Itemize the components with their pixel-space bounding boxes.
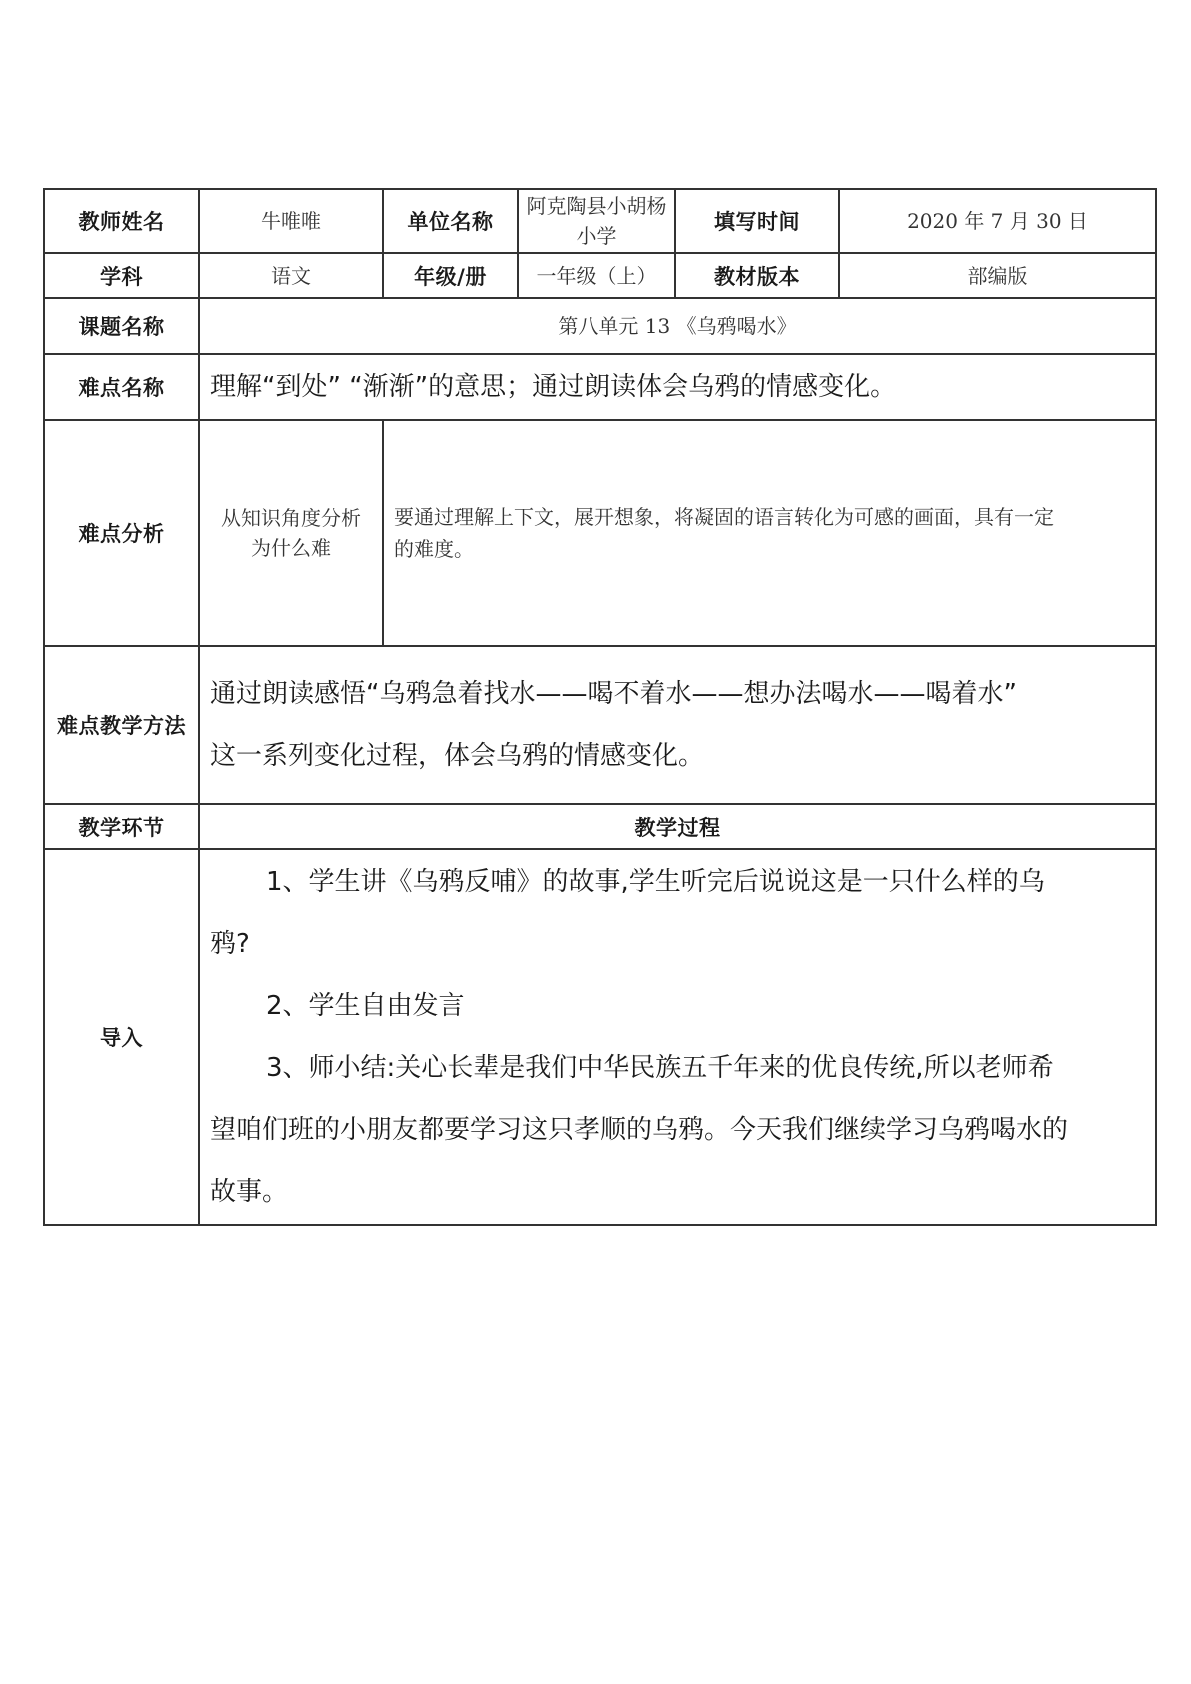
intro-step-1-line-2: 鸦?: [210, 929, 250, 959]
analysis-value-line-1: 要通过理解上下文，展开想象，将凝固的语言转化为可感的画面，具有一定: [394, 505, 1054, 529]
lesson-plan-table: [43, 188, 1157, 1226]
unit-name-value: [518, 189, 675, 253]
grade-label: 年级/册: [383, 253, 518, 298]
subject-value: 语文: [199, 253, 383, 298]
analysis-sub-label: [199, 420, 383, 646]
method-line-2: 这一系列变化过程，体会乌鸦的情感变化。: [210, 741, 705, 771]
topic-value: 第八单元 13 《乌鸦喝水》: [199, 298, 1156, 354]
analysis-sub-label-line-2: 为什么难: [251, 536, 331, 560]
subject-label: 学科: [44, 253, 199, 298]
analysis-label: 难点分析: [44, 420, 199, 646]
intro-stage-label: 导入: [44, 849, 199, 1225]
method-row: [44, 646, 1156, 804]
stage-header: 教学环节: [44, 804, 199, 849]
process-header-row: [44, 804, 1156, 849]
grade-value: 一年级（上）: [518, 253, 675, 298]
unit-name-label: 单位名称: [383, 189, 518, 253]
intro-step-1-line-1: 1、学生讲《乌鸦反哺》的故事,学生听完后说说这是一只什么样的乌: [266, 867, 1045, 897]
intro-step-3-line-2: 望咱们班的小朋友都要学习这只孝顺的乌鸦。今天我们继续学习乌鸦喝水的: [210, 1115, 1069, 1145]
fill-date-label: 填写时间: [675, 189, 839, 253]
unit-name-line-1: 阿克陶县小胡杨: [526, 194, 667, 218]
analysis-value-line-2: 的难度。: [394, 537, 474, 561]
teacher-name-value: 牛唯唯: [199, 189, 383, 253]
method-value: [199, 646, 1156, 804]
intro-step-3-line-3: 故事。: [210, 1177, 289, 1207]
method-label: 难点教学方法: [44, 646, 199, 804]
edition-value: 部编版: [839, 253, 1156, 298]
method-line-1: 通过朗读感悟“乌鸦急着找水——喝不着水——想办法喝水——喝着水”: [210, 679, 1017, 709]
header-row-2: [44, 253, 1156, 298]
intro-row: [44, 849, 1156, 1225]
intro-step-2: 2、学生自由发言: [266, 991, 465, 1021]
topic-row: [44, 298, 1156, 354]
fill-date-value: 2020 年 7 月 30 日: [839, 189, 1156, 253]
intro-step-3-line-1: 3、师小结:关心长辈是我们中华民族五千年来的优良传统,所以老师希: [266, 1053, 1054, 1083]
difficulty-value: 理解“到处” “渐渐”的意思；通过朗读体会乌鸦的情感变化。: [199, 354, 1156, 420]
process-header: 教学过程: [199, 804, 1156, 849]
topic-label: 课题名称: [44, 298, 199, 354]
difficulty-label: 难点名称: [44, 354, 199, 420]
edition-label: 教材版本: [675, 253, 839, 298]
header-row-1: [44, 189, 1156, 253]
analysis-value: [383, 420, 1156, 646]
difficulty-row: [44, 354, 1156, 420]
analysis-sub-label-line-1: 从知识角度分析: [221, 506, 361, 530]
intro-process: [199, 849, 1156, 1225]
teacher-name-label: 教师姓名: [44, 189, 199, 253]
unit-name-line-2: 小学: [576, 224, 617, 248]
analysis-row: [44, 420, 1156, 646]
